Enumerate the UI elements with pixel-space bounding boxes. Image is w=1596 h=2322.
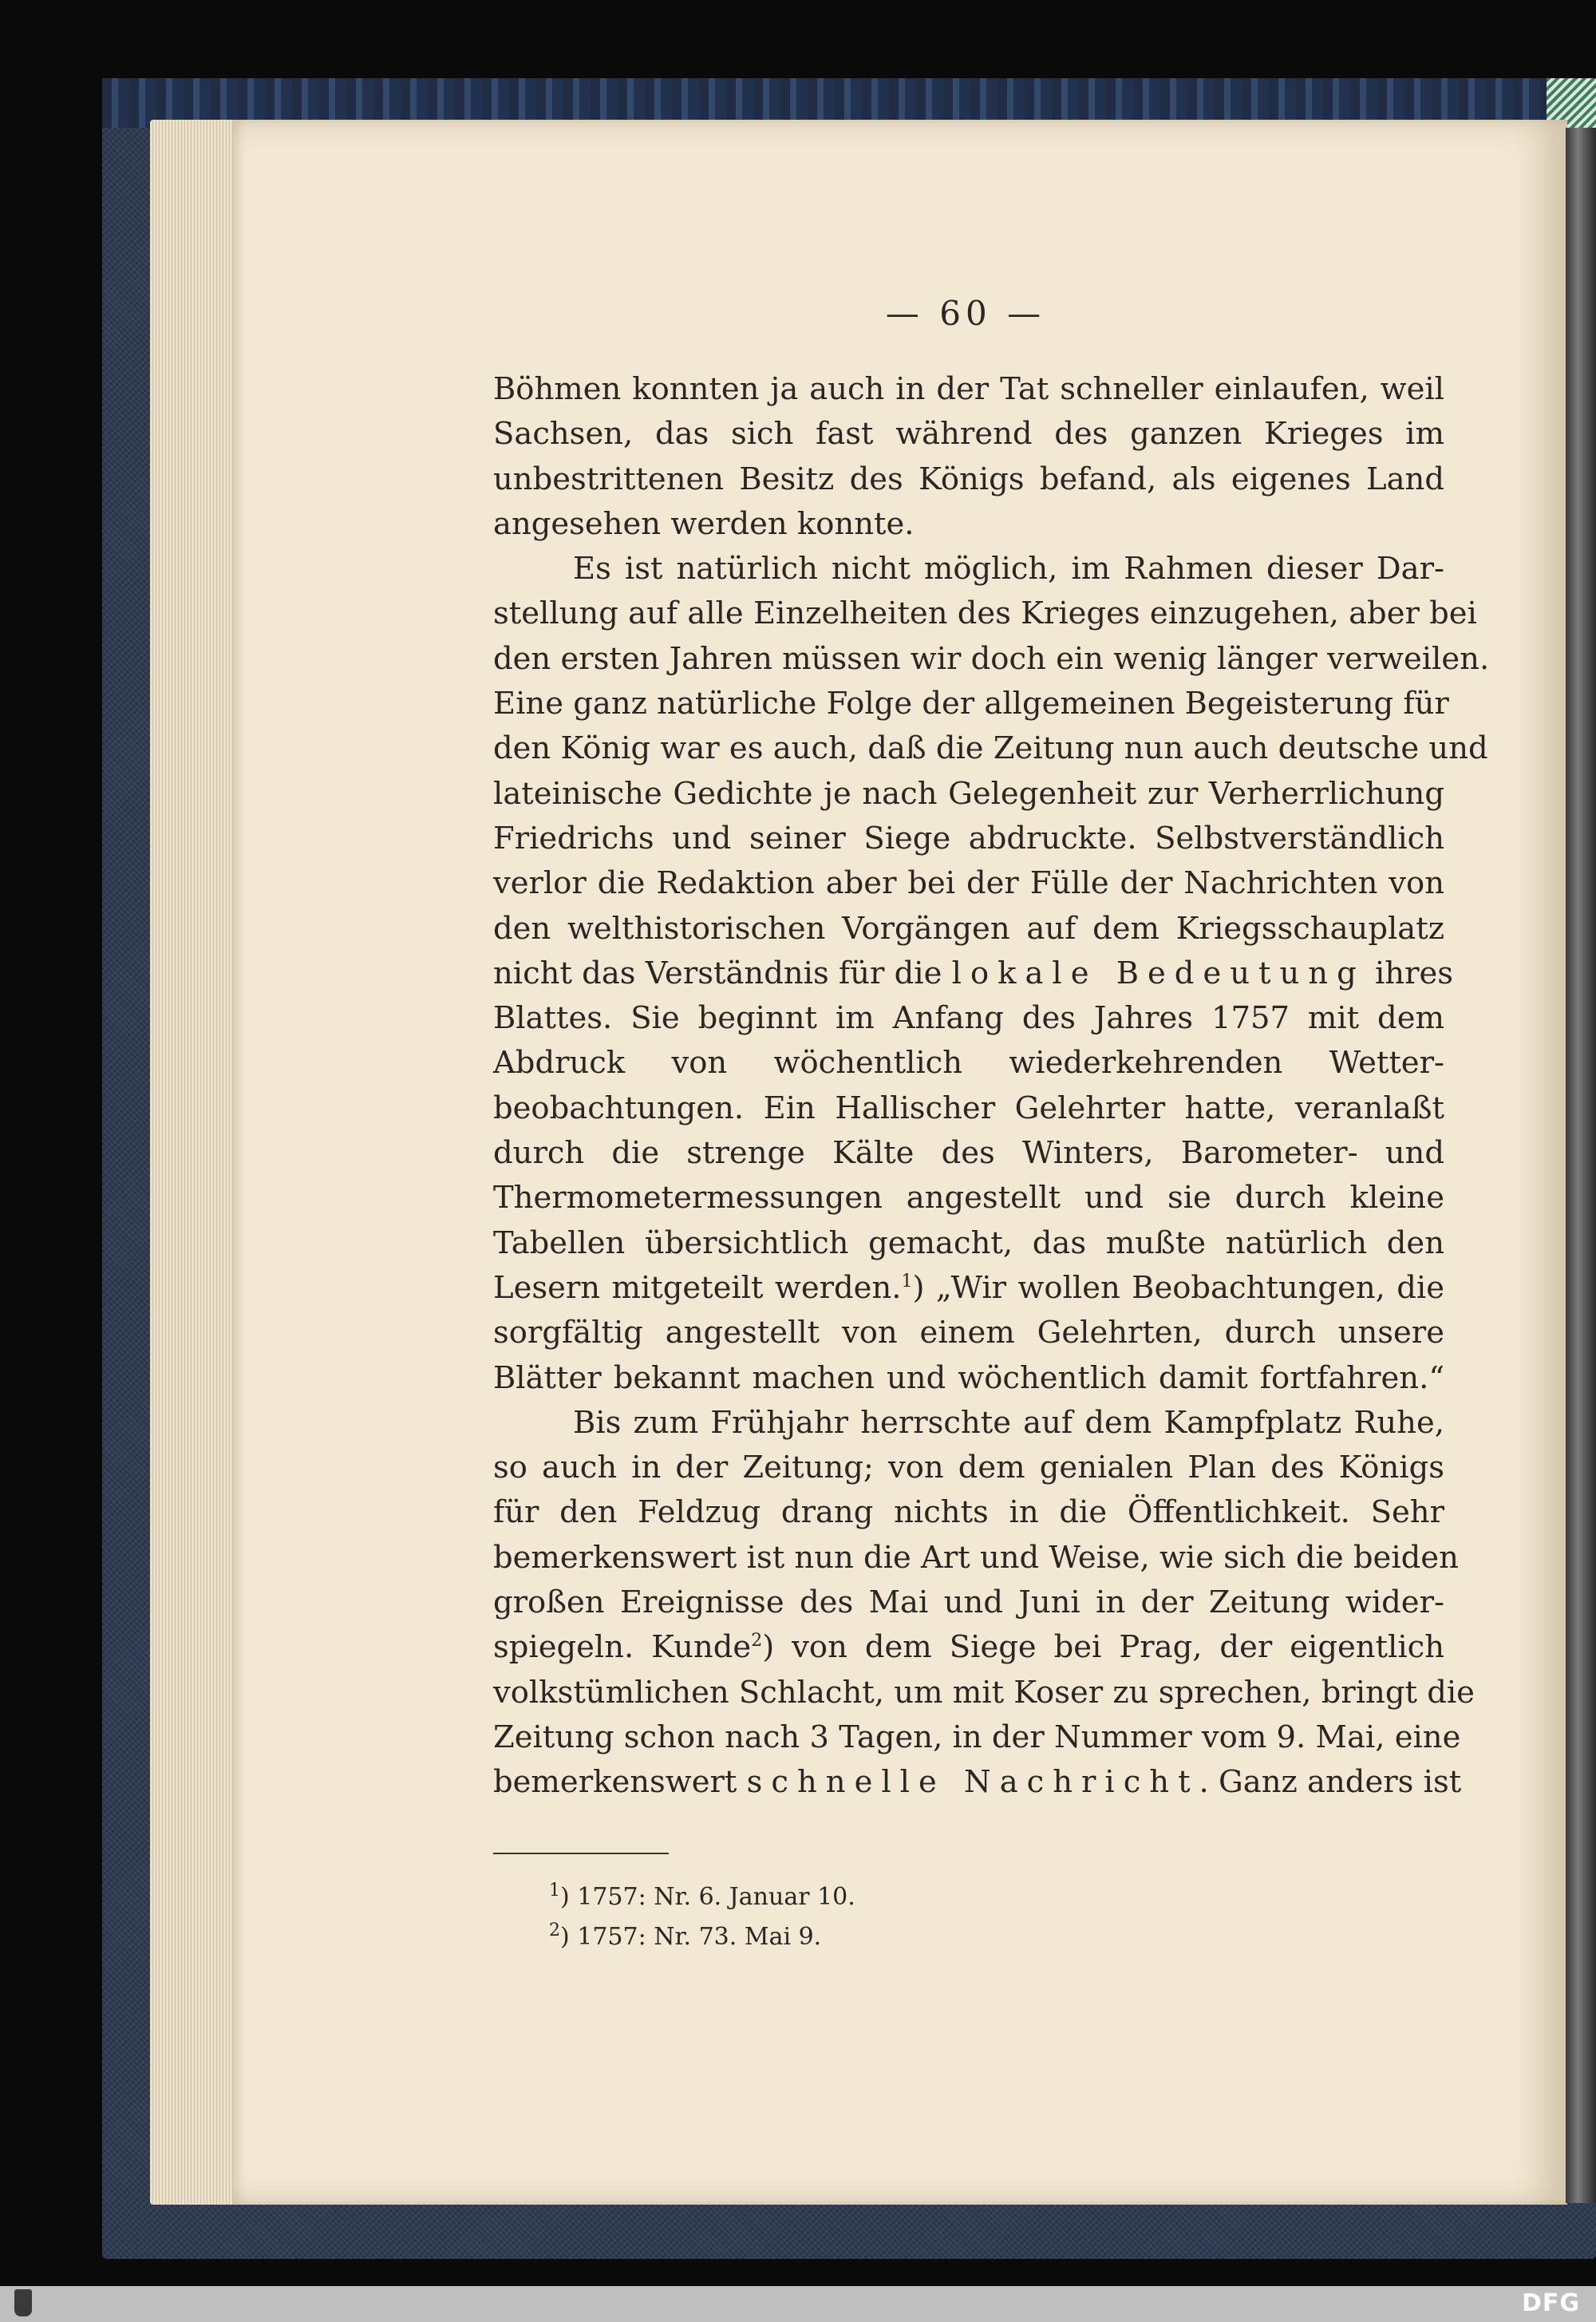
text-line-footnote-1 xyxy=(493,1266,1444,1311)
text-fragment: nicht das Verständnis für die xyxy=(493,955,952,991)
text-line: den ersten Jahren müssen wir doch ein wenig länger verweilen. xyxy=(493,640,1490,677)
page-number: — 60 — xyxy=(885,294,1046,333)
dfg-logo: DFG xyxy=(1521,2289,1580,2317)
text-line: den König war es auch, daß die Zeitung nun auch deutsche und xyxy=(493,730,1488,767)
footnote-ref-2: 2 xyxy=(751,1631,763,1652)
page-edges xyxy=(150,120,238,2205)
spaced-emphasis: lokale Bedeutung xyxy=(951,955,1365,991)
text-fragment: Lesern mitgeteilt werden. xyxy=(493,1269,902,1306)
text-fragment: . Ganz anders ist xyxy=(1199,1764,1462,1801)
footnote-mark: 2 xyxy=(549,1920,560,1940)
text-line: sorgfältig angestellt von einem Gelehrten, durch unsere xyxy=(493,1315,1444,1351)
footnote-2 xyxy=(549,1917,855,1957)
library-logo-icon xyxy=(14,2289,32,2316)
text-line: großen Ereignisse des Mai und Juni in der Zeitung wider- xyxy=(493,1584,1444,1621)
text-line: für den Feldzug drang nichts in die Öffentlichkeit. Sehr xyxy=(493,1494,1444,1531)
text-line: Abdruck von wöchentlich wiederkehrenden Wetter- xyxy=(493,1045,1444,1082)
text-line: Zeitung schon nach 3 Tagen, in der Nummer vom 9. Mai, eine xyxy=(493,1719,1461,1755)
viewer-bottom-bar xyxy=(0,2286,1596,2322)
text-line: Blätter bekannt machen und wöchentlich damit fortfahren.“ xyxy=(493,1359,1444,1396)
footnote-rule xyxy=(493,1853,669,1854)
text-lines-group-4 xyxy=(493,1671,1475,1761)
text-lines-group-2 xyxy=(493,996,1444,1266)
text-line: Sachsen, das sich fast während des ganzen Krieges im xyxy=(493,416,1444,453)
text-line: Bis zum Frühjahr herrschte auf dem Kampfplatz Ruhe, xyxy=(573,1404,1444,1441)
text-fragment: ) von dem Siege bei Prag, der eigentlich xyxy=(762,1629,1445,1666)
text-line: verlor die Redaktion aber bei der Fülle der Nachrichten von xyxy=(493,865,1444,902)
text-fragment: spiegeln. Kunde xyxy=(493,1629,752,1666)
text-line: Böhmen konnten ja auch in der Tat schneller einlaufen, weil xyxy=(493,371,1444,407)
body-text xyxy=(493,367,1490,1806)
text-line: lateinische Gedichte je nach Gelegenheit zur Verherrlichung xyxy=(493,775,1444,812)
text-line: den welthistorischen Vorgängen auf dem Kriegsschauplatz xyxy=(493,910,1444,947)
footnote-text: ) 1757: Nr. 73. Mai 9. xyxy=(560,1923,822,1951)
text-fragment: bemerkenswert xyxy=(493,1764,747,1801)
text-line: durch die strenge Kälte des Winters, Barometer- und xyxy=(493,1135,1444,1172)
text-line: volkstümlichen Schlacht, um mit Koser zu sprechen, bringt die xyxy=(493,1674,1475,1711)
footnote-ref-1: 1 xyxy=(901,1272,913,1292)
footnote-1 xyxy=(549,1877,855,1917)
footnote-text: ) 1757: Nr. 6. Januar 10. xyxy=(560,1883,855,1911)
text-line: Es ist natürlich nicht möglich, im Rahmen dieser Dar- xyxy=(573,551,1444,587)
spaced-emphasis: schnelle Nachricht xyxy=(746,1764,1199,1801)
text-line: Thermometermessungen angestellt und sie durch kleine xyxy=(493,1180,1444,1216)
text-line: Eine ganz natürliche Folge der allgemeinen Begeisterung für xyxy=(493,686,1449,722)
text-line: unbestrittenen Besitz des Königs befand, als eigenes Land xyxy=(493,461,1444,497)
footnote-mark: 1 xyxy=(549,1881,560,1901)
text-line: Tabellen übersichtlich gemacht, das mußte natürlich den xyxy=(493,1224,1444,1261)
text-line: stellung auf alle Einzelheiten des Krieges einzugehen, aber bei xyxy=(493,595,1477,632)
page-right-shadow xyxy=(1566,128,1596,2203)
text-line: Blattes. Sie beginnt im Anfang des Jahres 1757 mit dem xyxy=(493,1000,1444,1037)
text-lines-group-1 xyxy=(493,367,1490,951)
text-line-schnelle xyxy=(493,1760,1462,1805)
text-lines-group-3 xyxy=(493,1311,1459,1625)
text-line-footnote-2 xyxy=(493,1625,1444,1670)
footnotes xyxy=(549,1877,855,1957)
text-line: bemerkenswert ist nun die Art und Weise, wie sich die beiden xyxy=(493,1539,1459,1576)
text-line: angesehen werden konnte. xyxy=(493,505,915,542)
text-line: so auch in der Zeitung; von dem genialen Plan des Königs xyxy=(493,1450,1444,1486)
text-line: beobachtungen. Ein Hallischer Gelehrter hatte, veranlaßt xyxy=(493,1090,1444,1126)
text-fragment: ihres xyxy=(1365,955,1454,991)
text-fragment: ) „Wir wollen Beobachtungen, die xyxy=(912,1269,1445,1306)
text-line-lokal xyxy=(493,951,1454,996)
text-line: Friedrichs und seiner Siege abdruckte. Selbstverständlich xyxy=(493,820,1444,856)
